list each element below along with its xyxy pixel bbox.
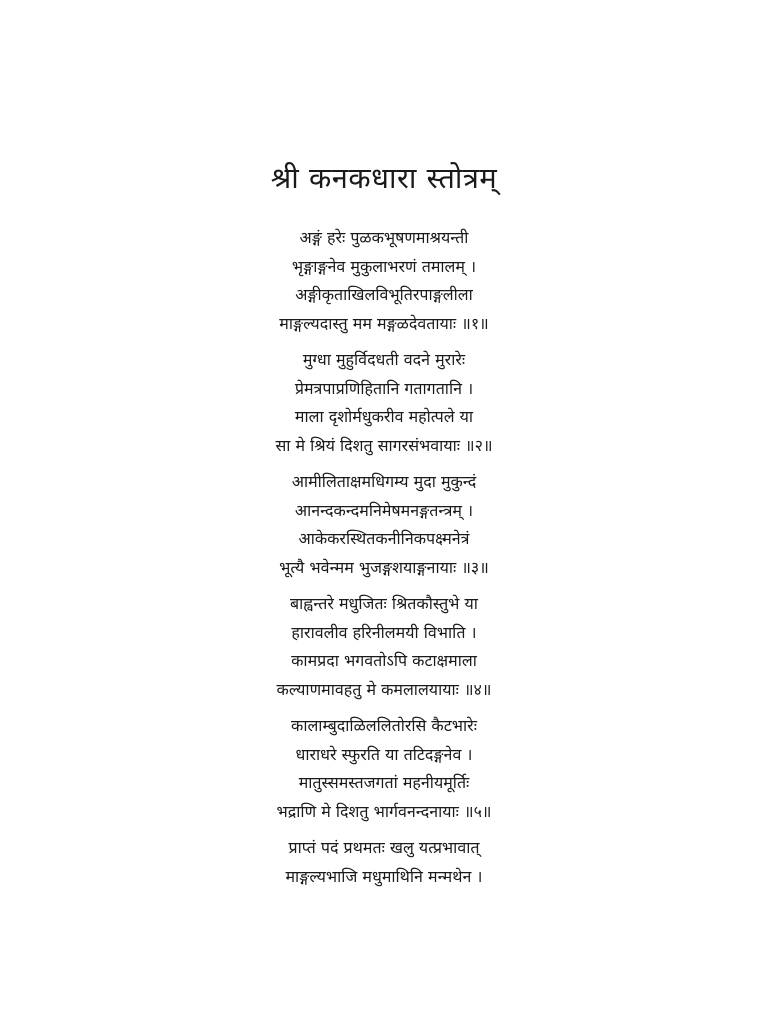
verse-line: सा मे श्रियं दिशतु सागरसंभवायाः ॥२॥ xyxy=(275,435,493,455)
page-title: श्री कनकधारा स्तोत्रम् xyxy=(270,161,498,195)
verse-line: भद्राणि मे दिशतु भार्गवनन्दनायाः ॥५॥ xyxy=(276,801,492,821)
verse-line: प्राप्तं पदं प्रथमतः खलु यत्प्रभावात् xyxy=(288,838,480,857)
verse-line: मुग्धा मुहुर्विदधती वदने मुरारेः xyxy=(302,350,466,369)
verse-line: बाह्वन्तरे मधुजितः श्रितकौस्तुभे या xyxy=(290,594,478,613)
verse-line: आकेकरस्थितकनीनिकपक्ष्मनेत्रं xyxy=(298,529,470,548)
verse-line: कल्याणमावहतु मे कमलालयायाः ॥४॥ xyxy=(276,679,492,699)
verse-line: मातुस्समस्तजगतां महनीयमूर्तिः xyxy=(298,773,470,792)
verse-5 xyxy=(0,712,768,826)
verse-1 xyxy=(0,224,768,338)
verse-line: कामप्रदा भगवतोऽपि कटाक्षमाला xyxy=(291,651,477,670)
verse-line: अङ्गीकृताखिलविभूतिरपाङ्गलीला xyxy=(295,285,473,304)
verse-4 xyxy=(0,590,768,704)
verse-line: अङ्गं हरेः पुळकभूषणमाश्रयन्ती xyxy=(299,228,469,247)
verse-3 xyxy=(0,468,768,582)
verse-line: भूत्यै भवेन्मम भुजङ्गशयाङ्गनायाः ॥३॥ xyxy=(279,557,489,577)
verse-line: माङ्गल्यदास्तु मम मङ्गळदेवतायाः ॥१॥ xyxy=(279,313,489,333)
verse-line: भृङ्गाङ्गनेव मुकुलाभरणं तमालम् । xyxy=(291,256,477,276)
verse-line: माला दृशोर्मधुकरीव महोत्पले या xyxy=(294,407,474,426)
verse-2 xyxy=(0,346,768,460)
verse-line: आमीलिताक्षमधिगम्य मुदा मुकुन्दं xyxy=(291,472,477,491)
verse-line: प्रेमत्रपाप्रणिहितानि गतागतानि । xyxy=(294,378,474,398)
verse-line: कालाम्बुदाळिललितोरसि कैटभारेः xyxy=(291,716,477,735)
verse-line: आनन्दकन्दमनिमेषमनङ्गतन्त्रम् । xyxy=(294,500,474,520)
verse-line: हारावलीव हरिनीलमयी विभाति । xyxy=(291,622,477,642)
verse-6 xyxy=(0,834,768,891)
verse-line: माङ्गल्यभाजि मधुमाथिनि मन्मथेन । xyxy=(285,866,483,886)
verse-list xyxy=(0,224,768,899)
verse-line: धाराधरे स्फुरति या तटिदङ्गनेव । xyxy=(295,744,473,764)
